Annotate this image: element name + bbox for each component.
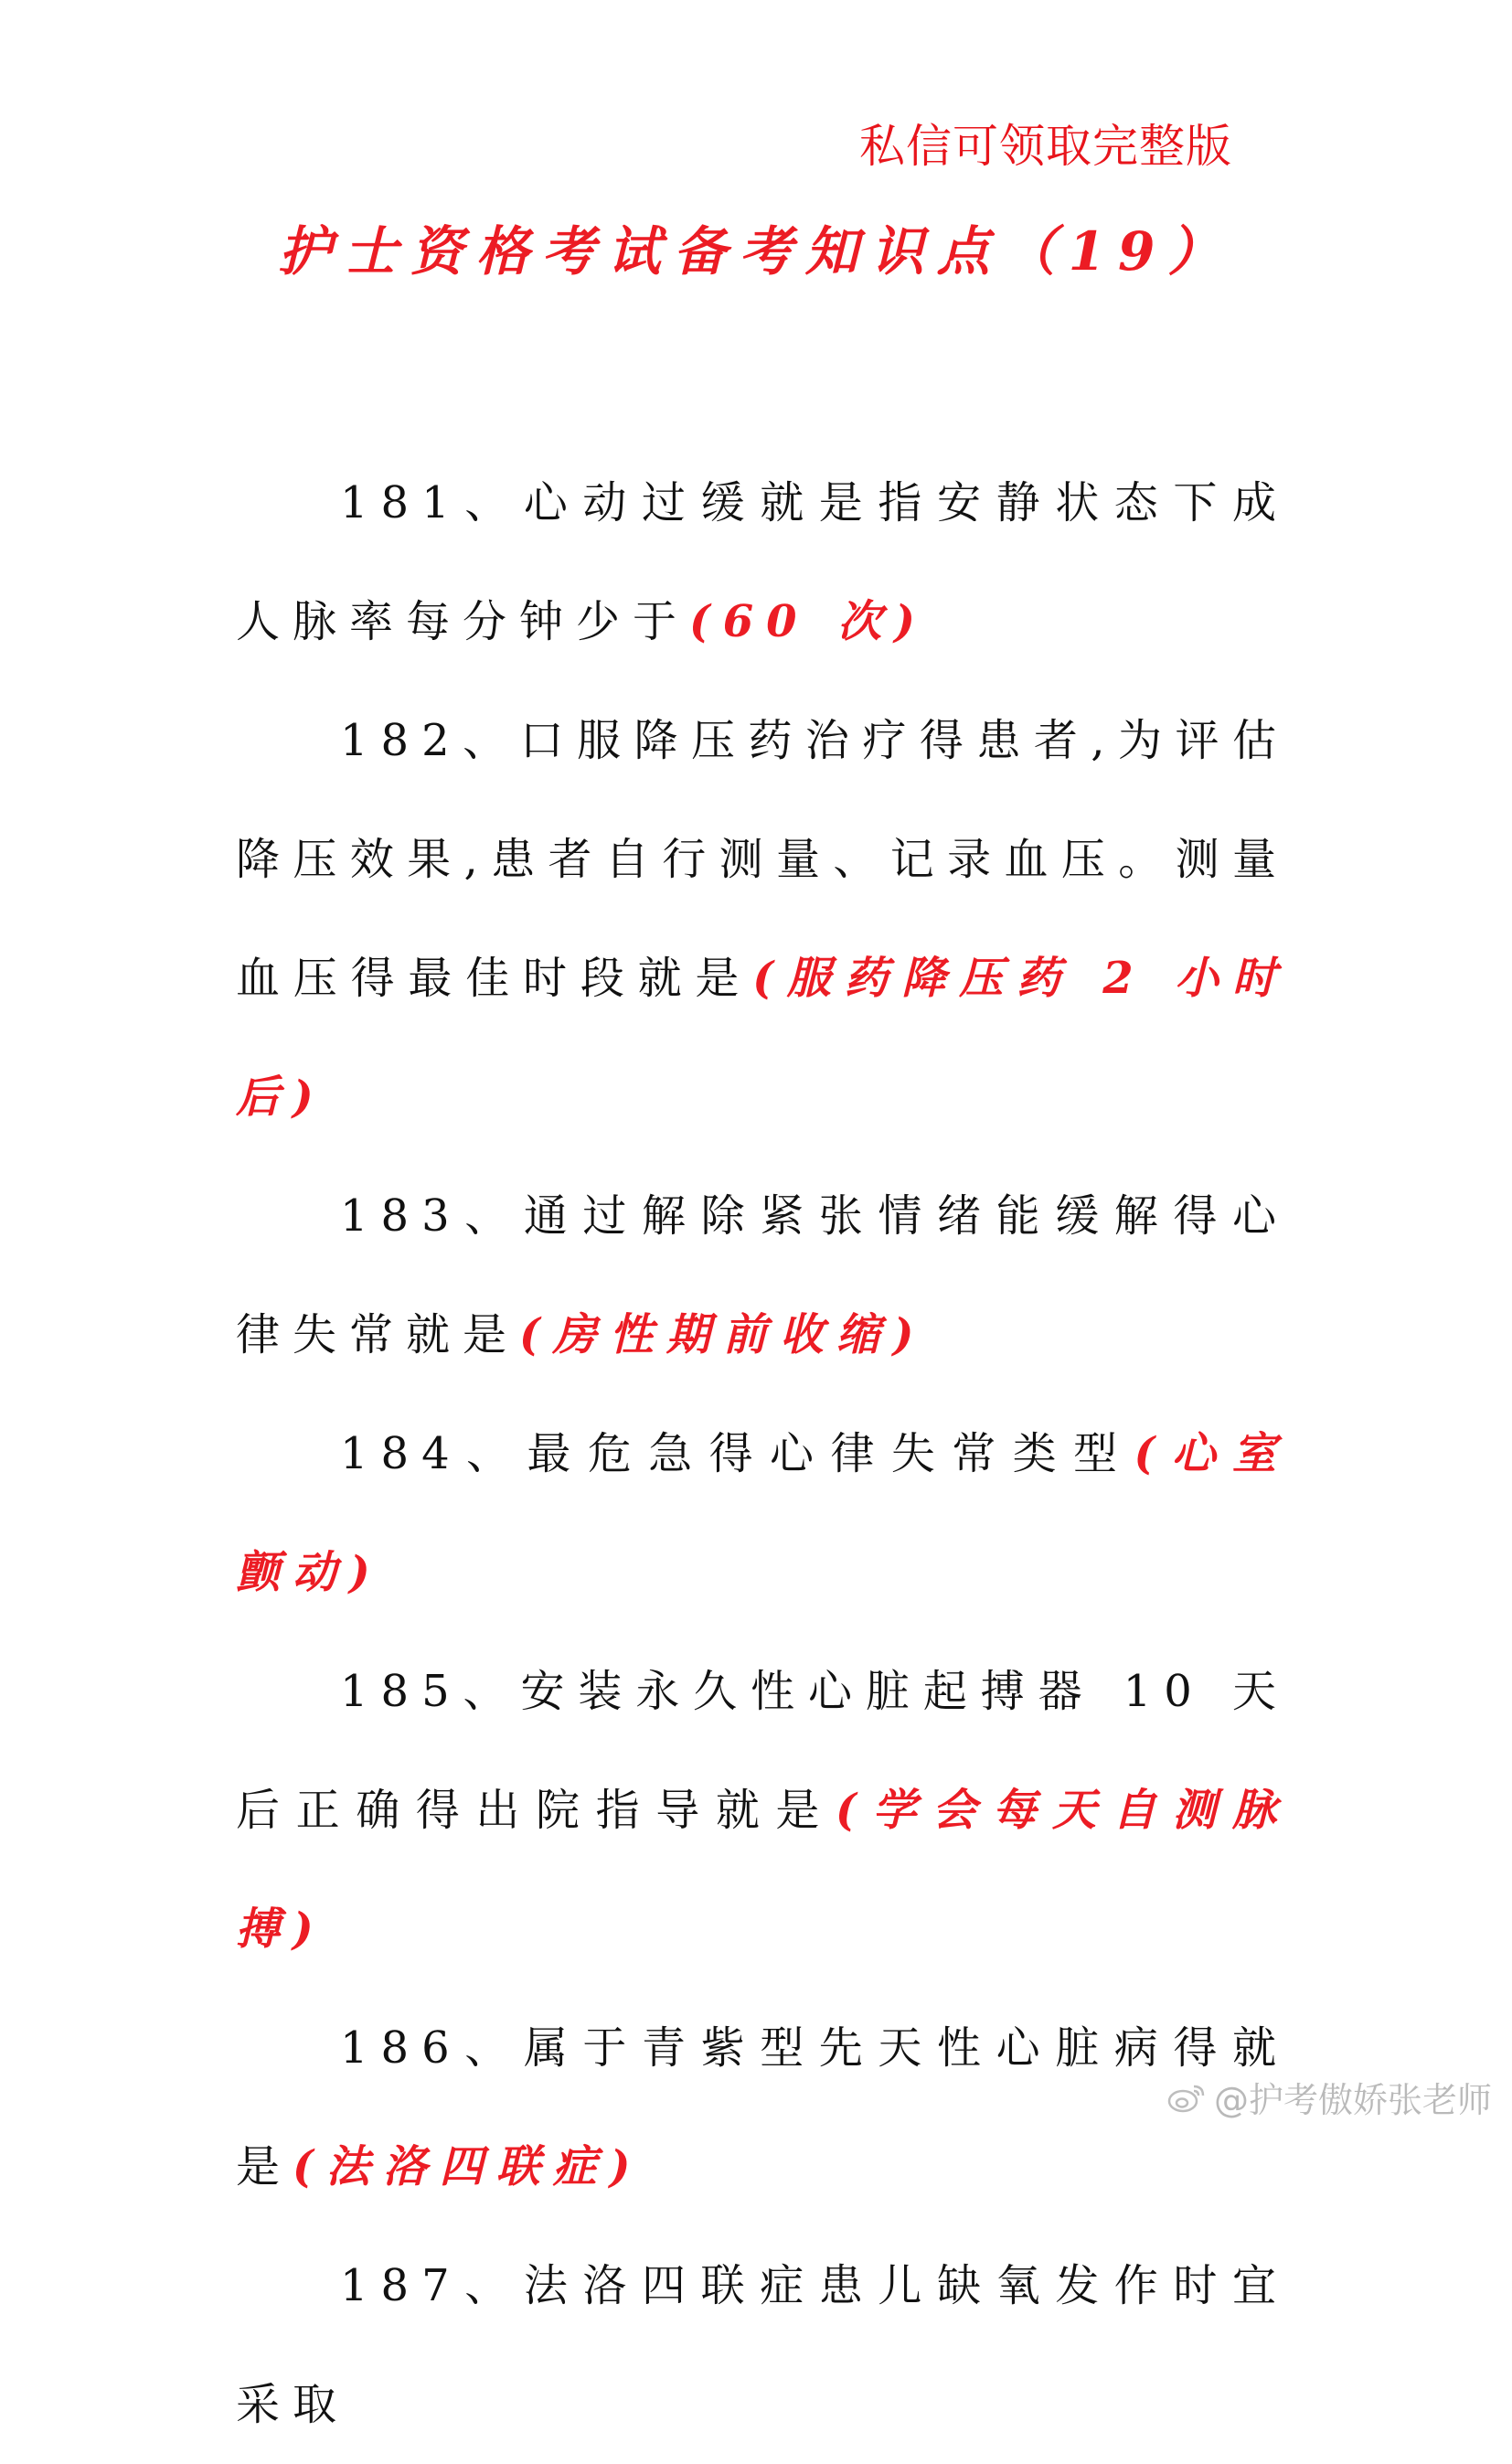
list-item — [236, 1989, 1289, 2226]
item-answer: (法洛四联症) — [293, 2141, 644, 2192]
item-answer: (服药降压药 2 小时后) — [236, 953, 1289, 1123]
list-item — [236, 1394, 1289, 1632]
item-answer: (60 次) — [689, 596, 928, 647]
item-text: 187、法洛四联症患儿缺氧发作时宜采取 — [236, 2260, 1289, 2430]
list-item — [236, 1157, 1289, 1394]
item-text: 182、口服降压药治疗得患者,为评估降压效果,患者自行测量、记录血压。测量血压得最佳时段就是 — [236, 715, 1289, 1004]
item-answer: (心室颤动) — [236, 1428, 1289, 1598]
item-answer: (房性期前收缩) — [519, 1309, 927, 1360]
weibo-icon — [1166, 2081, 1207, 2114]
list-item — [236, 681, 1289, 1157]
item-text: 181、心动过缓就是指安静状态下成人脉率每分钟少于 — [236, 477, 1289, 647]
list-item — [236, 1632, 1289, 1989]
item-text: 185、安装永久性心脏起搏器 10 天后正确得出院指导就是 — [236, 1666, 1289, 1836]
list-item — [236, 443, 1289, 681]
knowledge-list — [236, 443, 1289, 2464]
item-text: 184、最危急得心律失常类型 — [340, 1428, 1134, 1479]
item-text: 183、通过解除紧张情绪能缓解得心律失常就是 — [236, 1190, 1289, 1360]
promo-note: 私信可领取完整版 — [859, 120, 1232, 173]
page-title: 护士资格考试备考知识点（19） — [278, 220, 1234, 283]
item-answer: (学会每天自测脉搏) — [236, 1785, 1289, 1955]
watermark — [1166, 2072, 1492, 2122]
item-text: 186、属于青紫型先天性心脏病得就是 — [236, 2022, 1289, 2192]
list-item — [236, 2226, 1289, 2464]
watermark-text: @护考傲娇张老师 — [1213, 2080, 1492, 2120]
